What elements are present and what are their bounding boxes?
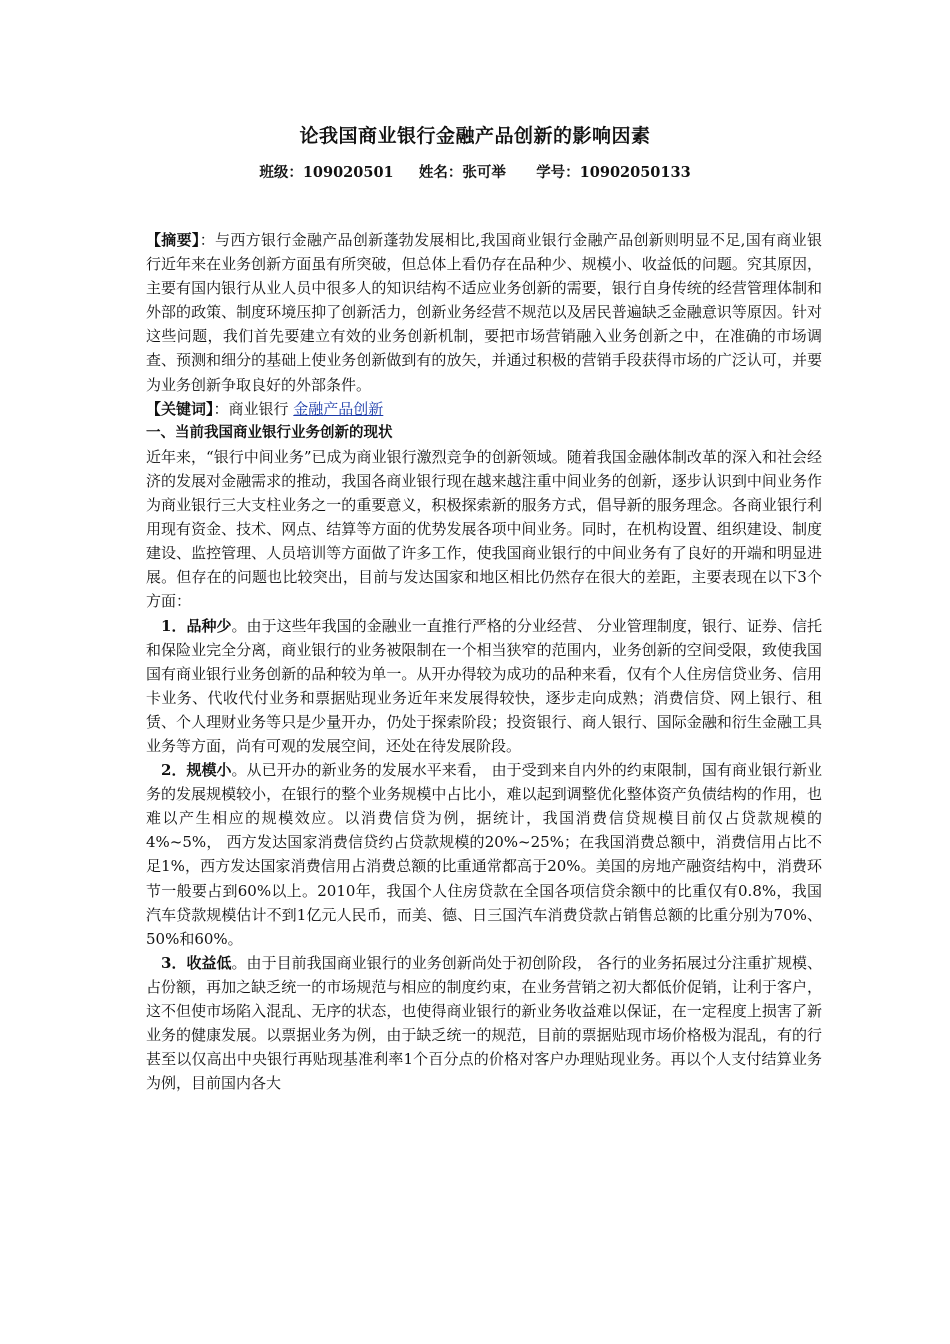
point-lead-2: 2．规模小 bbox=[161, 761, 232, 780]
point-paragraph-3 bbox=[146, 951, 822, 1096]
abstract-text: ：与西方银行金融产品创新蓬勃发展相比,我国商业银行金融产品创新则明显不足,国有商业银行近年来在业务创新方面虽有所突破，但总体上看仍存在品种少、规模小、收益低的问题。究其原因，主要有国内银行从业人员中很多人的知识结构不适应业务创新的需要，银行自身传统的经营管理体制和外部的政策、制度环境压抑了创新活力，创新业务经营不规范以及居民普遍缺乏金融意识等原因。针对这些问题，我们首先要建立有效的业务创新机制，要把市场营销融入业务创新之中，在准确的市场调查、预测和细分的基础上使业务创新做到有的放矢，并通过积极的营销手段获得市场的广泛认可，并要为业务创新争取良好的外部条件。 bbox=[146, 231, 822, 394]
abstract-paragraph bbox=[146, 228, 822, 397]
point-text-2: 。从已开办的新业务的发展水平来看， 由于受到来自内外的约束限制，国有商业银行新业务的发展规模较小，在银行的整个业务规模中占比小，难以起到调整优化整体资产负债结构的作用，也难以产生相应的规模效应。以消费信贷为例，据统计，我国消费信贷规模目前仅占贷款规模的4%~5%， 西方发达国家消费信贷约占贷款规模的20%~25%；在我国消费总额中，消费信用占比不足1%，西方发达国家消费信用占消费总额的比重通常都高于20%。美国的房地产融资结构中，消费环节一般要占到60%以上。2010年，我国个人住房贷款在全国各项信贷余额中的比重仅有0.8%，我国汽车贷款规模估计不到1亿元人民币，而美、德、日三国汽车消费贷款占销售总额的比重分别为70%、50%和60%。 bbox=[146, 761, 822, 948]
point-paragraph-1 bbox=[146, 614, 822, 759]
keywords-label: 【关键词】 bbox=[146, 399, 214, 418]
point-lead-1: 1．品种少 bbox=[161, 616, 232, 635]
name-label: 姓名：张可举 bbox=[418, 164, 506, 181]
document-body bbox=[146, 228, 822, 1095]
document-title: 论我国商业银行金融产品创新的影响因素 bbox=[299, 125, 651, 147]
keywords-text: ：商业银行 bbox=[213, 399, 294, 418]
point-paragraph-2 bbox=[146, 758, 822, 951]
point-text-1: 。由于这些年我国的金融业一直推行严格的分业经营、 分业管理制度，银行、证券、信托和保险业完全分离，商业银行的业务被限制在一个相当狭窄的范围内，业务创新的空间受限，致使我国国有商业银行业务创新的品种较为单一。从开办得较为成功的品种来看，仅有个人住房信贷业务、信用卡业务、代收代付业务和票据贴现业务近年来发展得较快，逐步走向成熟；消费信贷、网上银行、租赁、个人理财业务等只是少量开办，仍处于探索阶段；投资银行、商人银行、国际金融和衍生金融工具业务等方面，尚有可观的发展空间，还处在待发展阶段。 bbox=[146, 616, 822, 755]
author-info bbox=[0, 161, 950, 182]
student-id-label: 学号：10902050133 bbox=[536, 164, 691, 181]
abstract-label: 【摘要】 bbox=[146, 231, 200, 249]
section-heading: 一、当前我国商业银行业务创新的现状 bbox=[146, 424, 393, 441]
point-text-3: 。由于目前我国商业银行的业务创新尚处于初创阶段， 各行的业务拓展过分注重扩规模、占份额，再加之缺乏统一的市场规范与相应的制度约束，在业务营销之初大都低价促销，让利于客户，这不但使市场陷入混乱、无序的状态，也使得商业银行的新业务收益难以保证，在一定程度上损害了新业务的健康发展。以票据业务为例，由于缺乏统一的规范，目前的票据贴现市场价格极为混乱，有的行甚至以仅高出中央银行再贴现基准利率1个百分点的价格对客户办理贴现业务。再以个人支付结算业务为例，目前国内各大 bbox=[146, 953, 822, 1093]
section-intro: 近年来，“银行中间业务”已成为商业银行激烈竞争的创新领域。随着我国金融体制改革的深入和社会经济的发展对金融需求的推动，我国各商业银行现在越来越注重中间业务的创新，逐步认识到中间业务作为商业银行三大支柱业务之一的重要意义，积极探索新的服务方式，倡导新的服务理念。各商业银行利用现有资金、技术、网点、结算等方面的优势发展各项中间业务。同时，在机构设置、组织建设、制度建设、监控管理、人员培训等方面做了许多工作，使我国商业银行的中间业务有了良好的开端和明显进展。但存在的问题也比较突出，目前与发达国家和地区相比仍然存在很大的差距，主要表现在以下3个方面： bbox=[146, 447, 822, 611]
class-label: 班级：109020501 bbox=[259, 164, 394, 181]
keyword-link[interactable]: 金融产品创新 bbox=[293, 399, 384, 418]
point-lead-3: 3．收益低 bbox=[161, 953, 232, 972]
keywords-paragraph bbox=[146, 397, 822, 421]
